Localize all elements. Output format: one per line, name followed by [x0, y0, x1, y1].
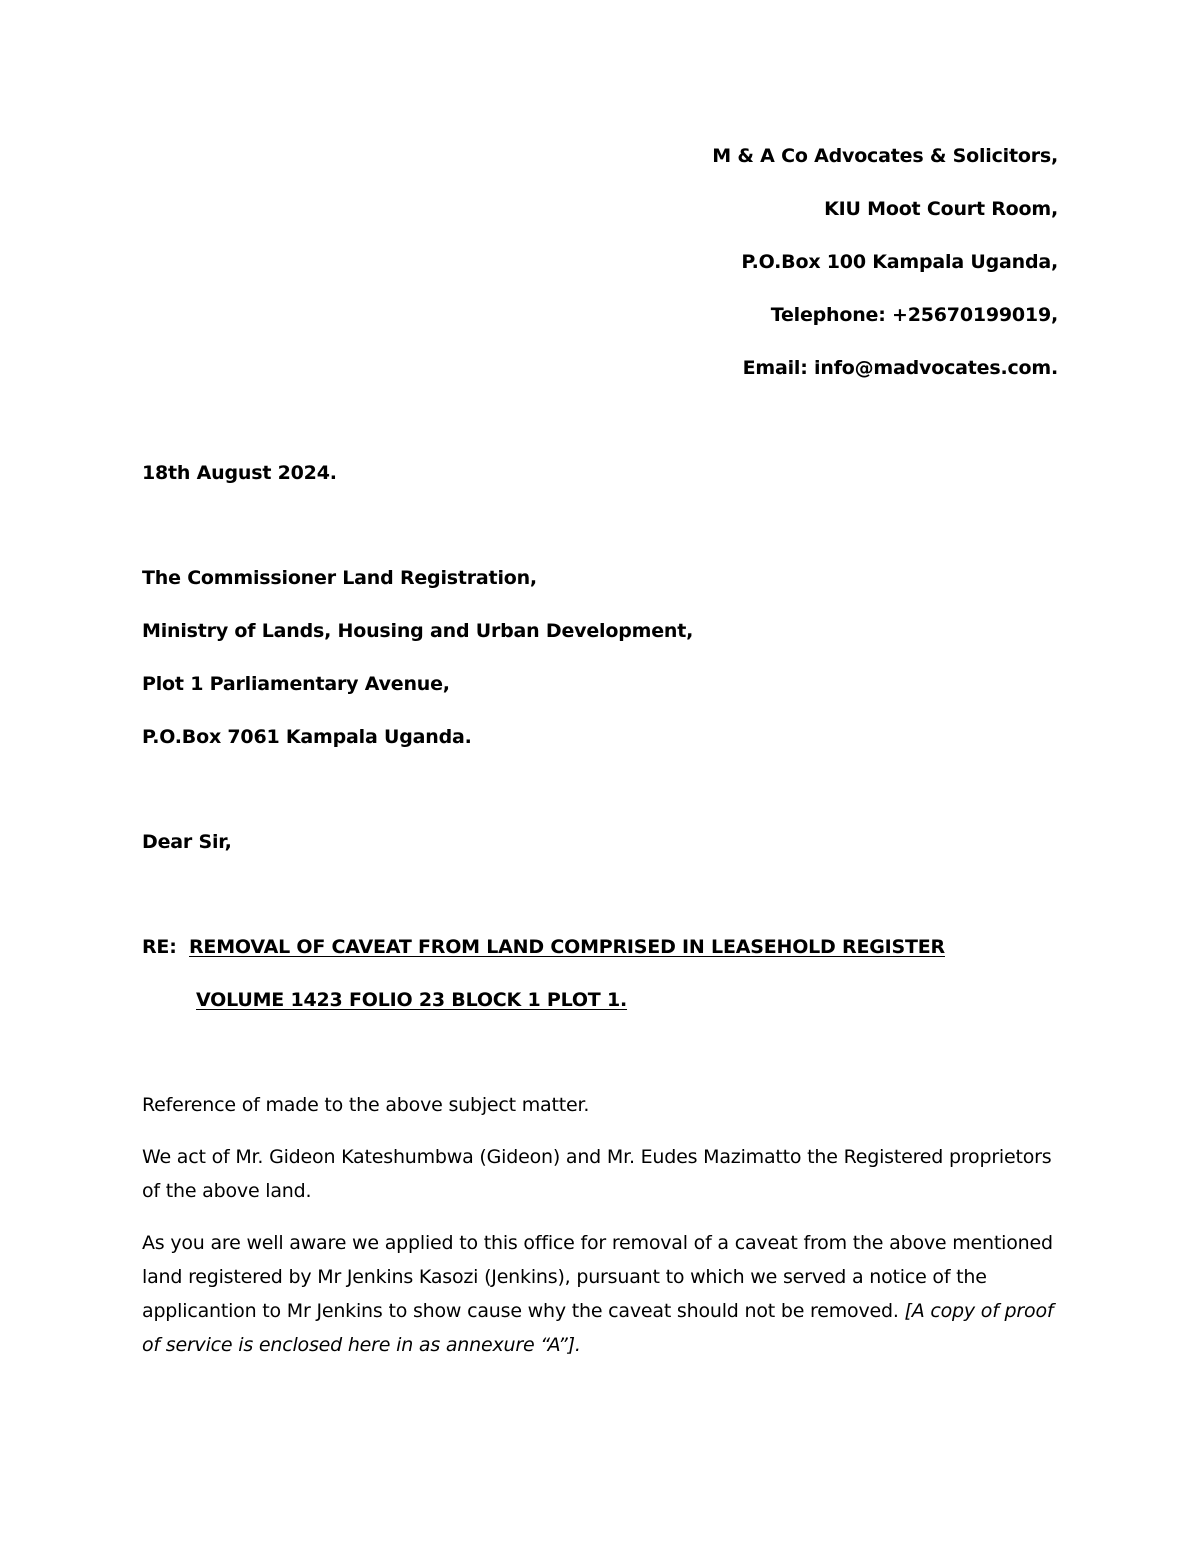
sender-email: Email: info@madvocates.com.	[742, 357, 1058, 379]
body-paragraph-text: As you are well aware we applied to this office for removal of a caveat from the above mentioned land registered by Mr Jenkins Kasozi (Jenkins), pursuant to which we served a notice of the applicantion to Mr Jenkins to show cause why the caveat should not be removed.	[142, 1232, 1053, 1322]
sender-po-box: P.O.Box 100 Kampala Uganda,	[741, 251, 1058, 273]
body-paragraph-caveat-removal	[142, 1226, 1067, 1362]
recipient-ministry: Ministry of Lands, Housing and Urban Development,	[142, 620, 694, 642]
annexure-reference: [A copy of proof of service is enclosed here in as annexure “A”].	[142, 1300, 1054, 1356]
letter-date: 18th August 2024.	[142, 462, 337, 484]
recipient-street: Plot 1 Parliamentary Avenue,	[142, 673, 450, 695]
body-paragraph-reference: Reference of made to the above subject matter.	[142, 1094, 590, 1116]
recipient-po-box: P.O.Box 7061 Kampala Uganda.	[142, 726, 472, 748]
recipient-title: The Commissioner Land Registration,	[142, 567, 537, 589]
sender-firm-name: M & A Co Advocates & Solicitors,	[712, 145, 1058, 167]
subject-line-1: REMOVAL OF CAVEAT FROM LAND COMPRISED IN LEASEHOLD REGISTER	[189, 936, 945, 958]
subject-prefix: RE:	[142, 936, 177, 958]
sender-telephone: Telephone: +25670199019,	[770, 304, 1058, 326]
sender-address-line: KIU Moot Court Room,	[824, 198, 1058, 220]
salutation: Dear Sir,	[142, 831, 232, 853]
subject-line-2: VOLUME 1423 FOLIO 23 BLOCK 1 PLOT 1.	[196, 989, 628, 1011]
body-paragraph-representation: We act of Mr. Gideon Kateshumbwa (Gideon) and Mr. Eudes Mazimatto the Registered proprietors of the above land.	[142, 1146, 1052, 1202]
